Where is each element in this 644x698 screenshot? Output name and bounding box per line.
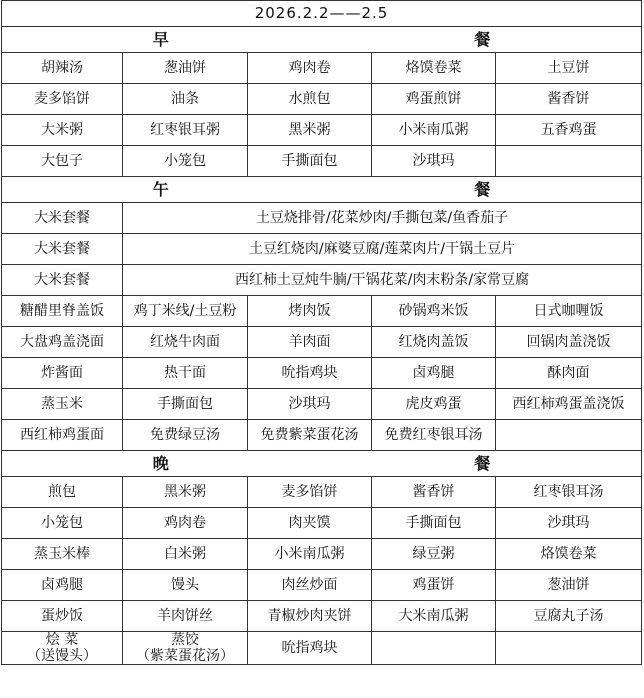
lunch-set-dishes: 西红柿土豆炖牛腩/干锅花菜/肉末粉条/家常豆腐 bbox=[123, 265, 642, 296]
dinner-row bbox=[2, 539, 642, 570]
dinner-menu-item: 酱香饼 bbox=[372, 477, 496, 508]
lunch-set-dishes: 土豆烧排骨/花菜炒肉/手撕包菜/鱼香茄子 bbox=[123, 203, 642, 234]
menu-table bbox=[1, 0, 642, 665]
date-range-title: 2026.2.2——2.5 bbox=[2, 1, 642, 27]
breakfast-menu-item: 葱油饼 bbox=[123, 53, 248, 84]
dinner-menu-item: 烩 菜 （送馒头） bbox=[2, 632, 123, 665]
breakfast-menu-item: 烙馍卷菜 bbox=[372, 53, 496, 84]
dinner-menu-item: 黑米粥 bbox=[123, 477, 248, 508]
dinner-menu-item: 小米南瓜粥 bbox=[248, 539, 372, 570]
lunch-menu-item: 蒸玉米 bbox=[2, 389, 123, 420]
lunch-menu-item: 卤鸡腿 bbox=[372, 358, 496, 389]
lunch-row bbox=[2, 296, 642, 327]
dinner-menu-item: 吮指鸡块 bbox=[248, 632, 372, 665]
lunch-row bbox=[2, 389, 642, 420]
breakfast-menu-item: 红枣银耳粥 bbox=[123, 115, 248, 146]
dinner-menu-item: 沙琪玛 bbox=[496, 508, 642, 539]
dinner-menu-item: 馒头 bbox=[123, 570, 248, 601]
dinner-menu-item: 青椒炒肉夹饼 bbox=[248, 601, 372, 632]
dinner-menu-item: 羊肉饼丝 bbox=[123, 601, 248, 632]
dinner-menu-item: 豆腐丸子汤 bbox=[496, 601, 642, 632]
lunch-menu-item: 炸酱面 bbox=[2, 358, 123, 389]
dinner-row bbox=[2, 477, 642, 508]
breakfast-menu-item: 五香鸡蛋 bbox=[496, 115, 642, 146]
dinner-menu-item: 红枣银耳汤 bbox=[496, 477, 642, 508]
lunch-menu-item: 吮指鸡块 bbox=[248, 358, 372, 389]
dinner-menu-item: 卤鸡腿 bbox=[2, 570, 123, 601]
dinner-menu-item bbox=[372, 632, 496, 665]
lunch-menu-item: 红烧肉盖饭 bbox=[372, 327, 496, 358]
dinner-menu-item: 鸡蛋饼 bbox=[372, 570, 496, 601]
breakfast-menu-item: 小笼包 bbox=[123, 146, 248, 177]
lunch-menu-item: 鸡丁米线/土豆粉 bbox=[123, 296, 248, 327]
dinner-menu-item: 小笼包 bbox=[2, 508, 123, 539]
lunch-set-row bbox=[2, 203, 642, 234]
lunch-row bbox=[2, 327, 642, 358]
lunch-row bbox=[2, 420, 642, 451]
lunch-set-name: 大米套餐 bbox=[2, 203, 123, 234]
lunch-row bbox=[2, 358, 642, 389]
lunch-menu-item: 热干面 bbox=[123, 358, 248, 389]
dinner-menu-item: 麦多馅饼 bbox=[248, 477, 372, 508]
dinner-menu-item: 葱油饼 bbox=[496, 570, 642, 601]
lunch-set-name: 大米套餐 bbox=[2, 265, 123, 296]
lunch-set-row bbox=[2, 234, 642, 265]
breakfast-menu-item: 土豆饼 bbox=[496, 53, 642, 84]
lunch-menu-item bbox=[496, 420, 642, 451]
lunch-menu-item: 羊肉面 bbox=[248, 327, 372, 358]
lunch-section-header: 午 餐 bbox=[2, 177, 642, 203]
dinner-row bbox=[2, 570, 642, 601]
breakfast-menu-item: 手撕面包 bbox=[248, 146, 372, 177]
dinner-menu-item: 肉丝炒面 bbox=[248, 570, 372, 601]
dinner-menu-item: 蒸玉米棒 bbox=[2, 539, 123, 570]
lunch-menu-item: 红烧牛肉面 bbox=[123, 327, 248, 358]
lunch-menu-item: 回锅肉盖浇饭 bbox=[496, 327, 642, 358]
lunch-menu-item: 酥肉面 bbox=[496, 358, 642, 389]
breakfast-row bbox=[2, 84, 642, 115]
breakfast-row bbox=[2, 146, 642, 177]
lunch-menu-item: 手撕面包 bbox=[123, 389, 248, 420]
dinner-menu-item bbox=[496, 632, 642, 665]
dinner-menu-item: 白米粥 bbox=[123, 539, 248, 570]
lunch-menu-item: 免费紫菜蛋花汤 bbox=[248, 420, 372, 451]
breakfast-row bbox=[2, 53, 642, 84]
breakfast-menu-item: 沙琪玛 bbox=[372, 146, 496, 177]
breakfast-menu-item: 油条 bbox=[123, 84, 248, 115]
dinner-menu-item: 肉夹馍 bbox=[248, 508, 372, 539]
breakfast-menu-item: 酱香饼 bbox=[496, 84, 642, 115]
dinner-menu-item: 烙馍卷菜 bbox=[496, 539, 642, 570]
breakfast-menu-item: 鸡蛋煎饼 bbox=[372, 84, 496, 115]
dinner-section-header: 晚 餐 bbox=[2, 451, 642, 477]
dinner-menu-item: 煎包 bbox=[2, 477, 123, 508]
lunch-menu-item: 沙琪玛 bbox=[248, 389, 372, 420]
lunch-menu-item: 烤肉饭 bbox=[248, 296, 372, 327]
breakfast-section-header: 早 餐 bbox=[2, 27, 642, 53]
lunch-set-name: 大米套餐 bbox=[2, 234, 123, 265]
lunch-menu-item: 西红柿鸡蛋盖浇饭 bbox=[496, 389, 642, 420]
lunch-menu-item: 日式咖喱饭 bbox=[496, 296, 642, 327]
lunch-menu-item: 砂锅鸡米饭 bbox=[372, 296, 496, 327]
breakfast-menu-item: 小米南瓜粥 bbox=[372, 115, 496, 146]
breakfast-menu-item: 黑米粥 bbox=[248, 115, 372, 146]
lunch-menu-item: 大盘鸡盖浇面 bbox=[2, 327, 123, 358]
breakfast-menu-item bbox=[496, 146, 642, 177]
breakfast-menu-item: 鸡肉卷 bbox=[248, 53, 372, 84]
dinner-menu-item: 蒸饺 （紫菜蛋花汤） bbox=[123, 632, 248, 665]
lunch-menu-item: 虎皮鸡蛋 bbox=[372, 389, 496, 420]
dinner-menu-item: 蛋炒饭 bbox=[2, 601, 123, 632]
breakfast-menu-item: 胡辣汤 bbox=[2, 53, 123, 84]
dinner-menu-item: 鸡肉卷 bbox=[123, 508, 248, 539]
dinner-row bbox=[2, 601, 642, 632]
breakfast-menu-item: 麦多馅饼 bbox=[2, 84, 123, 115]
dinner-menu-item: 绿豆粥 bbox=[372, 539, 496, 570]
breakfast-menu-item: 水煎包 bbox=[248, 84, 372, 115]
lunch-menu-item: 免费绿豆汤 bbox=[123, 420, 248, 451]
lunch-menu-item: 西红柿鸡蛋面 bbox=[2, 420, 123, 451]
dinner-menu-item: 大米南瓜粥 bbox=[372, 601, 496, 632]
breakfast-menu-item: 大米粥 bbox=[2, 115, 123, 146]
lunch-set-dishes: 土豆红烧肉/麻婆豆腐/莲菜肉片/干锅土豆片 bbox=[123, 234, 642, 265]
dinner-menu-item: 手撕面包 bbox=[372, 508, 496, 539]
dinner-row bbox=[2, 508, 642, 539]
lunch-menu-item: 免费红枣银耳汤 bbox=[372, 420, 496, 451]
breakfast-row bbox=[2, 115, 642, 146]
dinner-row bbox=[2, 632, 642, 665]
lunch-set-row bbox=[2, 265, 642, 296]
lunch-menu-item: 糖醋里脊盖饭 bbox=[2, 296, 123, 327]
breakfast-menu-item: 大包子 bbox=[2, 146, 123, 177]
